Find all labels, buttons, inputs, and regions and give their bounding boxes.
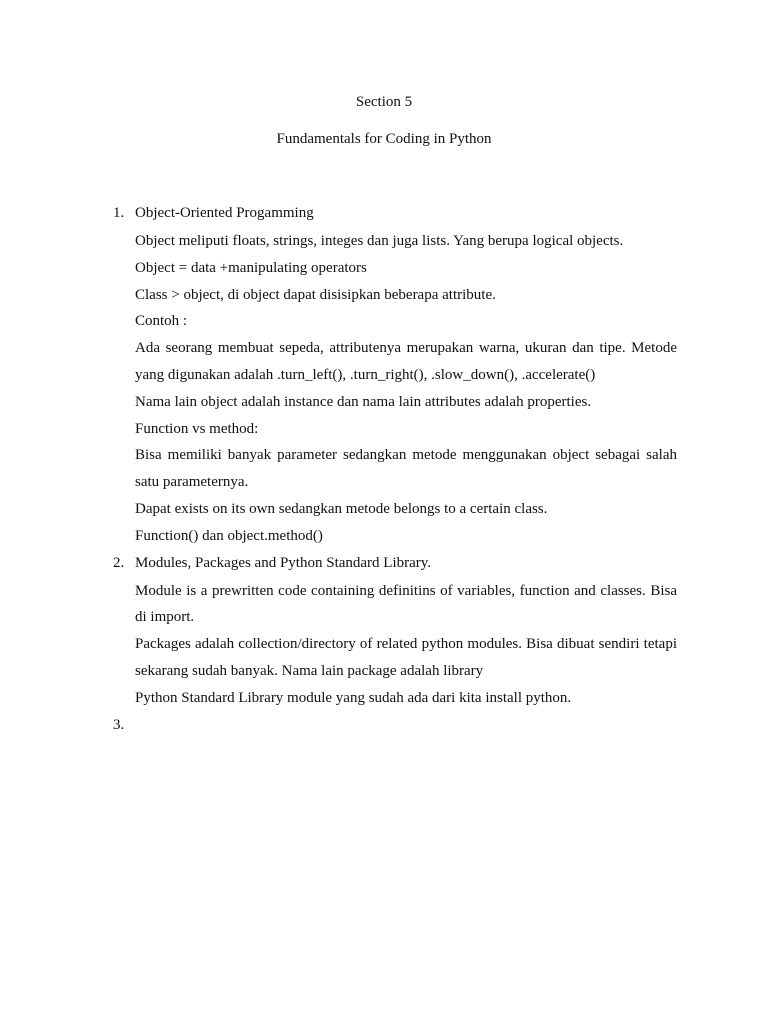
paragraph: Function vs method: [135, 420, 259, 437]
list-item-heading: Object-Oriented Progamming [135, 205, 314, 221]
list-item-heading: Modules, Packages and Python Standard Library. [135, 554, 432, 571]
paragraph: Python Standard Library module yang sudah ada dari kita install python. [135, 689, 572, 706]
list-item-heading [135, 714, 677, 736]
paragraph: Object = data +manipulating operators [135, 259, 367, 276]
list-number: 2. [113, 554, 125, 571]
list-number: 3. [113, 716, 125, 733]
paragraph: Contoh : [135, 313, 188, 330]
list-item-3 [113, 714, 677, 736]
list-item-2 [113, 552, 677, 712]
paragraph: Dapat exists on its own sedangkan metode belongs to a certain class. [135, 500, 548, 517]
paragraph: Class > object, di object dapat disisipkan beberapa attribute. [135, 286, 496, 303]
paragraph: Nama lain object adalah instance dan nama lain attributes adalah properties. [135, 393, 592, 410]
paragraph: Bisa memiliki banyak parameter sedangkan metode menggunakan object sebagai salah satu parameternya. [135, 447, 677, 491]
list-number: 1. [113, 205, 125, 221]
list-item-1 [113, 202, 677, 550]
paragraph: Module is a prewritten code containing definitins of variables, function and classes. Bisa di import. [135, 582, 677, 626]
paragraph: Ada seorang membuat sepeda, attributenya merupakan warna, ukuran dan tipe. Metode yang digunakan adalah .turn_left(), .turn_right(), .slow_down(), .accelerate() [135, 340, 677, 383]
numbered-list [113, 202, 677, 740]
paragraph: Function() dan object.method() [135, 527, 323, 544]
paragraph: Packages adalah collection/directory of related python modules. Bisa dibuat sendiri tetapi sekarang sudah banyak. Nama lain package adalah library [135, 636, 677, 679]
paragraph: Object meliputi floats, strings, integes dan juga lists. Yang berupa logical objects. [135, 233, 624, 249]
section-title: Section 5 [355, 94, 413, 110]
document-subtitle: Fundamentals for Coding in Python [276, 131, 492, 147]
